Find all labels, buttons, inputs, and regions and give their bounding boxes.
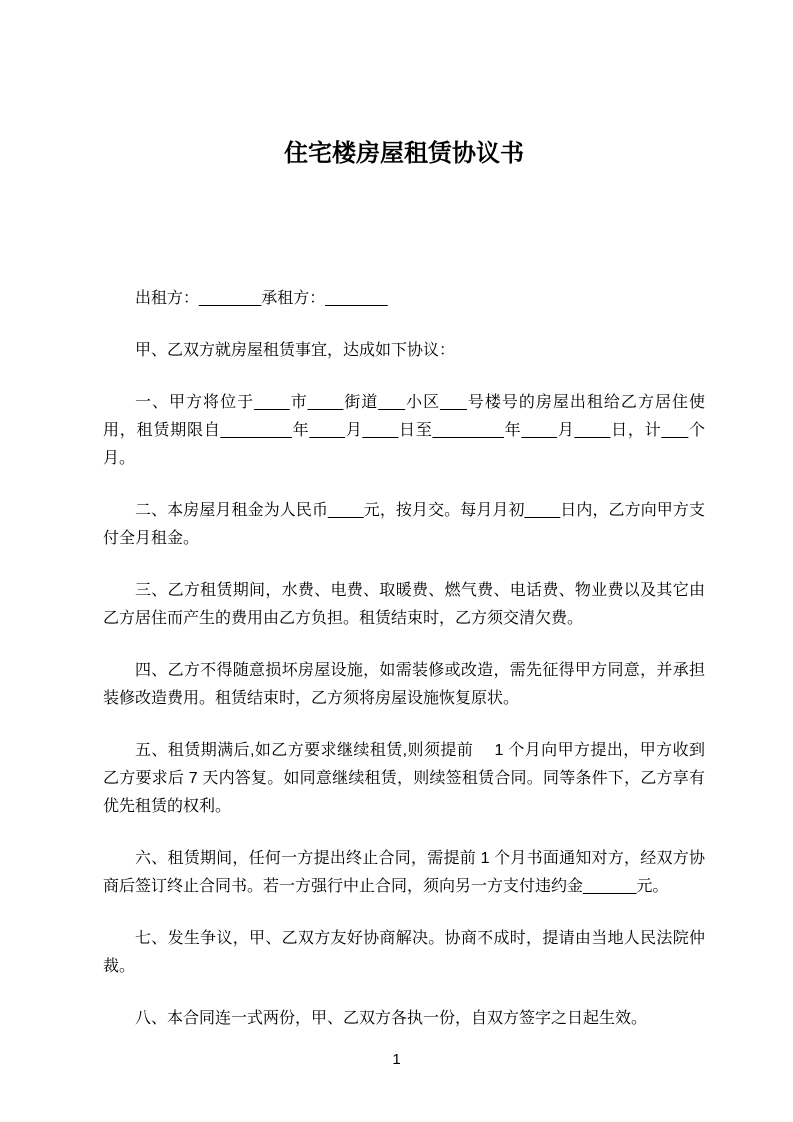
paragraph-clause-6: 六、租赁期间，任何一方提出终止合同，需提前 1 个月书面通知对方，经双方协商后签订终止合同书。若一方强行中止合同，须向另一方支付违约金______元。	[103, 850, 705, 895]
paragraph-preamble: 甲、乙双方就房屋租赁事宜，达成如下协议：	[135, 342, 456, 359]
page-number: 1	[392, 1051, 401, 1068]
document-title: 住宅楼房屋租赁协议书	[284, 140, 524, 167]
paragraph-clause-7: 七、发生争议，甲、乙双方友好协商解决。协商不成时，提请由当地人民法院仲裁。	[103, 930, 705, 975]
paragraph-clause-4: 四、乙方不得随意损坏房屋设施，如需装修或改造，需先征得甲方同意，并承担装修改造费用。租赁结束时，乙方须将房屋设施恢复原状。	[103, 662, 705, 707]
paragraph-clause-1: 一、甲方将位于____市____街道___小区___号楼号的房屋出租给乙方居住使用，租赁期限自________年____月____日至________年____月____日，计___个月。	[103, 394, 705, 467]
paragraph-clause-8: 八、本合同连一式两份，甲、乙双方各执一份，自双方签字之日起生效。	[135, 1010, 648, 1027]
paragraph-parties: 出租方：_______承租方：_______	[135, 290, 388, 307]
paragraph-clause-3: 三、乙方租赁期间，水费、电费、取暖费、燃气费、电话费、物业费以及其它由乙方居住而产生的费用由乙方负担。租赁结束时，乙方须交清欠费。	[103, 582, 705, 627]
paragraph-clause-5: 五、租赁期满后,如乙方要求继续租赁,则须提前 1 个月向甲方提出，甲方收到乙方要求后 7 天内答复。如同意继续租赁，则续签租赁合同。同等条件下，乙方享有优先租赁的权利。	[103, 742, 705, 815]
paragraph-clause-2: 二、本房屋月租金为人民币____元，按月交。每月月初____日内，乙方向甲方支付全月租金。	[103, 502, 705, 547]
